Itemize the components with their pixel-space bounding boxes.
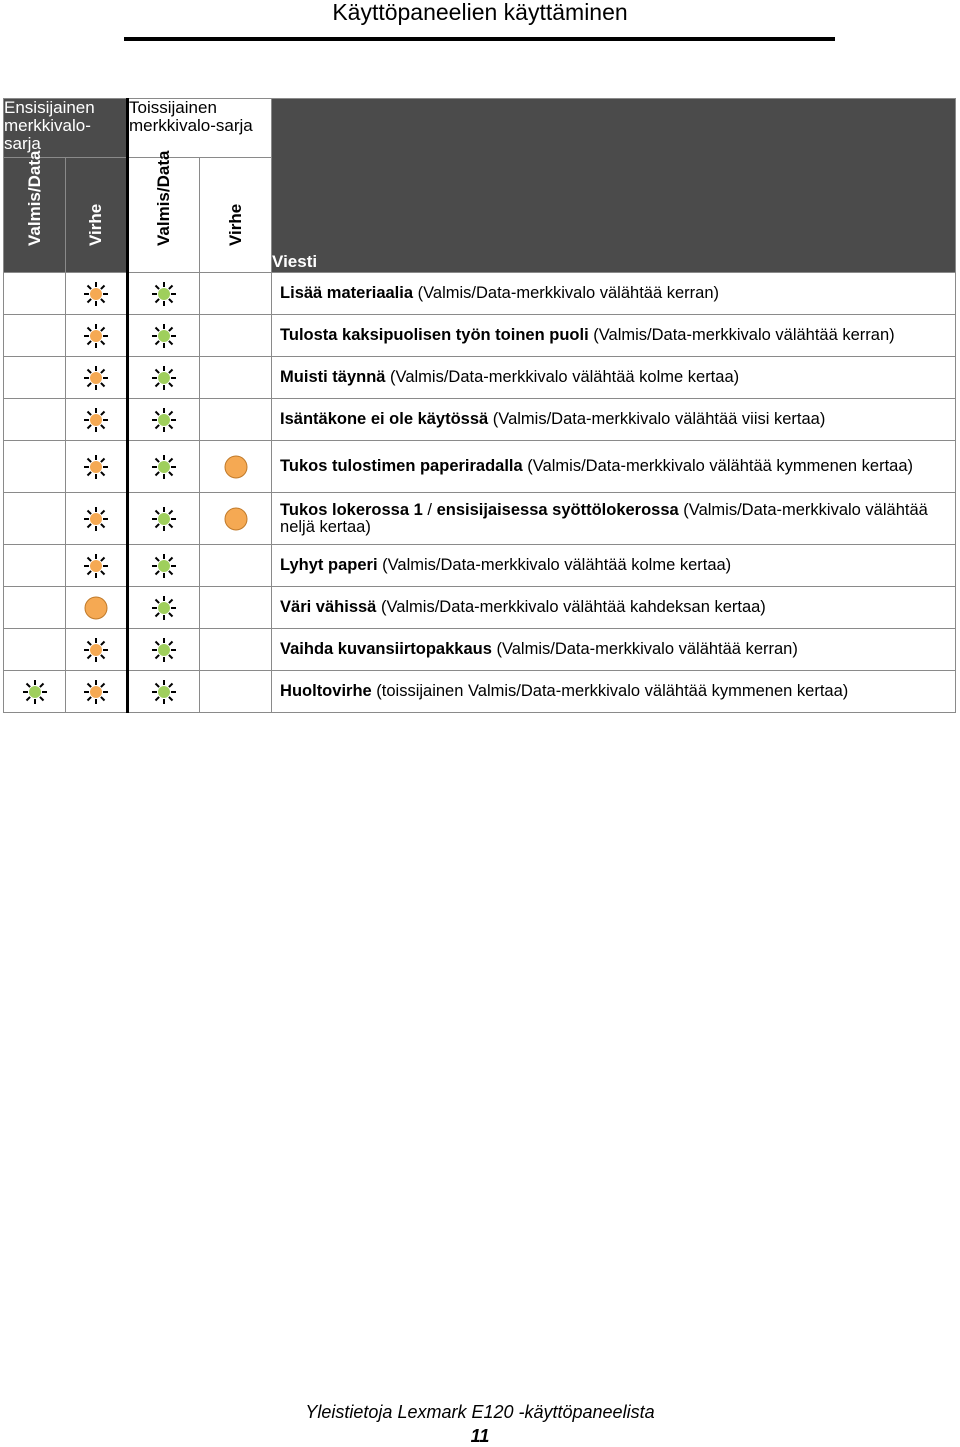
blinking-green-light-icon [151, 595, 177, 621]
blinking-green-light-icon [151, 323, 177, 349]
solid-orange-light-icon [223, 506, 249, 532]
light-cell-s-error [200, 273, 272, 315]
message-cell [272, 671, 956, 713]
light-cell-p-error [66, 357, 128, 399]
message-detail: (Valmis/Data-merkkivalo välähtää kahdeksan kertaa) [376, 598, 766, 616]
light-cell-p-error [66, 273, 128, 315]
light-cell-s-error [200, 399, 272, 441]
message-cell [272, 587, 956, 629]
light-cell-s-ready [128, 399, 200, 441]
message-detail: (toissijainen Valmis/Data-merkkivalo välähtää kymmenen kertaa) [371, 682, 849, 700]
blinking-green-light-icon [151, 637, 177, 663]
table-body [4, 273, 956, 713]
light-cell-s-ready [128, 671, 200, 713]
light-cell-p-error [66, 315, 128, 357]
table-row [4, 629, 956, 671]
light-cell-s-error [200, 671, 272, 713]
message-title: Lyhyt paperi [280, 556, 378, 574]
message-detail: (Valmis/Data-merkkivalo välähtää kerran) [588, 326, 895, 344]
light-cell-s-ready [128, 315, 200, 357]
blinking-green-light-icon [22, 679, 48, 705]
secondary-ready-label: Valmis/Data [154, 150, 174, 246]
message-header-label: Viesti [272, 252, 318, 271]
message-title: Huoltovirhe [280, 682, 372, 700]
message-cell [272, 545, 956, 587]
primary-ready-label: Valmis/Data [24, 150, 44, 246]
table-row [4, 671, 956, 713]
message-cell [272, 357, 956, 399]
primary-group-label: Ensisijainen merkkivalo-sarja [4, 98, 95, 153]
message-title: Vaihda kuvansiirtopakkaus [280, 640, 492, 658]
page-title: Käyttöpaneelien käyttäminen [332, 0, 628, 25]
primary-light-group-header [4, 99, 128, 158]
light-cell-p-error [66, 493, 128, 545]
message-detail: (Valmis/Data-merkkivalo välähtää kerran) [413, 284, 719, 302]
light-cell-s-error [200, 493, 272, 545]
message-cell [272, 399, 956, 441]
secondary-light-group-header [128, 99, 272, 158]
light-cell-p-ready [4, 671, 66, 713]
message-title: Isäntäkone ei ole käytössä [280, 410, 489, 428]
primary-error-header [66, 158, 128, 273]
light-cell-s-error [200, 357, 272, 399]
message-detail: (Valmis/Data-merkkivalo välähtää viisi kertaa) [488, 410, 826, 428]
light-cell-p-ready [4, 441, 66, 493]
blinking-green-light-icon [151, 506, 177, 532]
light-cell-p-ready [4, 273, 66, 315]
light-cell-s-ready [128, 441, 200, 493]
light-cell-s-ready [128, 273, 200, 315]
message-title: Väri vähissä [280, 598, 377, 616]
table-row [4, 493, 956, 545]
light-cell-s-error [200, 441, 272, 493]
light-cell-p-ready [4, 587, 66, 629]
light-cell-s-ready [128, 493, 200, 545]
blinking-green-light-icon [151, 407, 177, 433]
blinking-green-light-icon [151, 281, 177, 307]
light-cell-p-error [66, 399, 128, 441]
blinking-orange-light-icon [83, 281, 109, 307]
light-cell-p-ready [4, 629, 66, 671]
blinking-orange-light-icon [83, 407, 109, 433]
message-column-header [272, 99, 956, 273]
table-row [4, 441, 956, 493]
table-row [4, 587, 956, 629]
light-cell-s-ready [128, 629, 200, 671]
message-detail: / [422, 500, 437, 519]
table-row [4, 357, 956, 399]
light-cell-p-error [66, 629, 128, 671]
table-row [4, 273, 956, 315]
light-cell-s-error [200, 629, 272, 671]
light-cell-s-error [200, 315, 272, 357]
blinking-orange-light-icon [83, 323, 109, 349]
blinking-green-light-icon [151, 553, 177, 579]
table-row [4, 399, 956, 441]
primary-error-label: Virhe [86, 203, 105, 246]
secondary-error-label: Virhe [225, 203, 245, 246]
blinking-green-light-icon [151, 454, 177, 480]
light-cell-s-ready [128, 587, 200, 629]
table-row [4, 545, 956, 587]
light-cell-s-ready [128, 545, 200, 587]
message-title: Lisää materiaalia [280, 284, 414, 302]
blinking-orange-light-icon [83, 454, 109, 480]
blinking-orange-light-icon [83, 506, 109, 532]
message-detail: (Valmis/Data-merkkivalo välähtää kymmenen kertaa) [522, 457, 914, 475]
message-detail: (Valmis/Data-merkkivalo välähtää kerran) [491, 640, 798, 658]
message-cell [272, 315, 956, 357]
light-cell-p-error [66, 441, 128, 493]
light-cell-p-error [66, 671, 128, 713]
blinking-orange-light-icon [83, 553, 109, 579]
message-cell [272, 273, 956, 315]
secondary-error-header [200, 158, 272, 273]
message-cell [272, 629, 956, 671]
blinking-green-light-icon [151, 365, 177, 391]
light-sequence-table [3, 98, 956, 713]
secondary-group-label: Toissijainen merkkivalo-sarja [129, 98, 253, 135]
table-row [4, 315, 956, 357]
message-detail: (Valmis/Data-merkkivalo välähtää kolme kertaa) [385, 368, 740, 386]
light-cell-s-error [200, 545, 272, 587]
light-cell-p-ready [4, 545, 66, 587]
blinking-green-light-icon [151, 679, 177, 705]
blinking-orange-light-icon [83, 679, 109, 705]
secondary-ready-header [128, 150, 200, 273]
light-cell-p-error [66, 587, 128, 629]
light-cell-p-ready [4, 493, 66, 545]
primary-ready-header [4, 150, 66, 273]
message-title: ensisijaisessa syöttölokerossa [436, 500, 679, 519]
blinking-orange-light-icon [83, 637, 109, 663]
light-cell-p-ready [4, 357, 66, 399]
solid-orange-light-icon [223, 454, 249, 480]
page-number: 11 [470, 1426, 490, 1446]
message-title: Muisti täynnä [280, 368, 386, 386]
footer-title: Yleistietoja Lexmark E120 -käyttöpaneelista [305, 1402, 655, 1422]
light-cell-s-error [200, 587, 272, 629]
message-title: Tukos tulostimen paperiradalla [280, 457, 523, 475]
light-cell-p-ready [4, 315, 66, 357]
message-detail: (Valmis/Data-merkkivalo välähtää neljä kertaa) [280, 500, 928, 536]
message-title: Tulosta kaksipuolisen työn toinen puoli [280, 326, 589, 344]
message-cell [272, 493, 956, 545]
light-cell-p-ready [4, 399, 66, 441]
title-rule [124, 37, 835, 41]
light-cell-p-error [66, 545, 128, 587]
light-cell-s-ready [128, 357, 200, 399]
message-title: Tukos lokerossa 1 [280, 500, 423, 519]
solid-orange-light-icon [83, 595, 109, 621]
message-cell [272, 441, 956, 493]
message-detail: (Valmis/Data-merkkivalo välähtää kolme kertaa) [377, 556, 732, 574]
blinking-orange-light-icon [83, 365, 109, 391]
